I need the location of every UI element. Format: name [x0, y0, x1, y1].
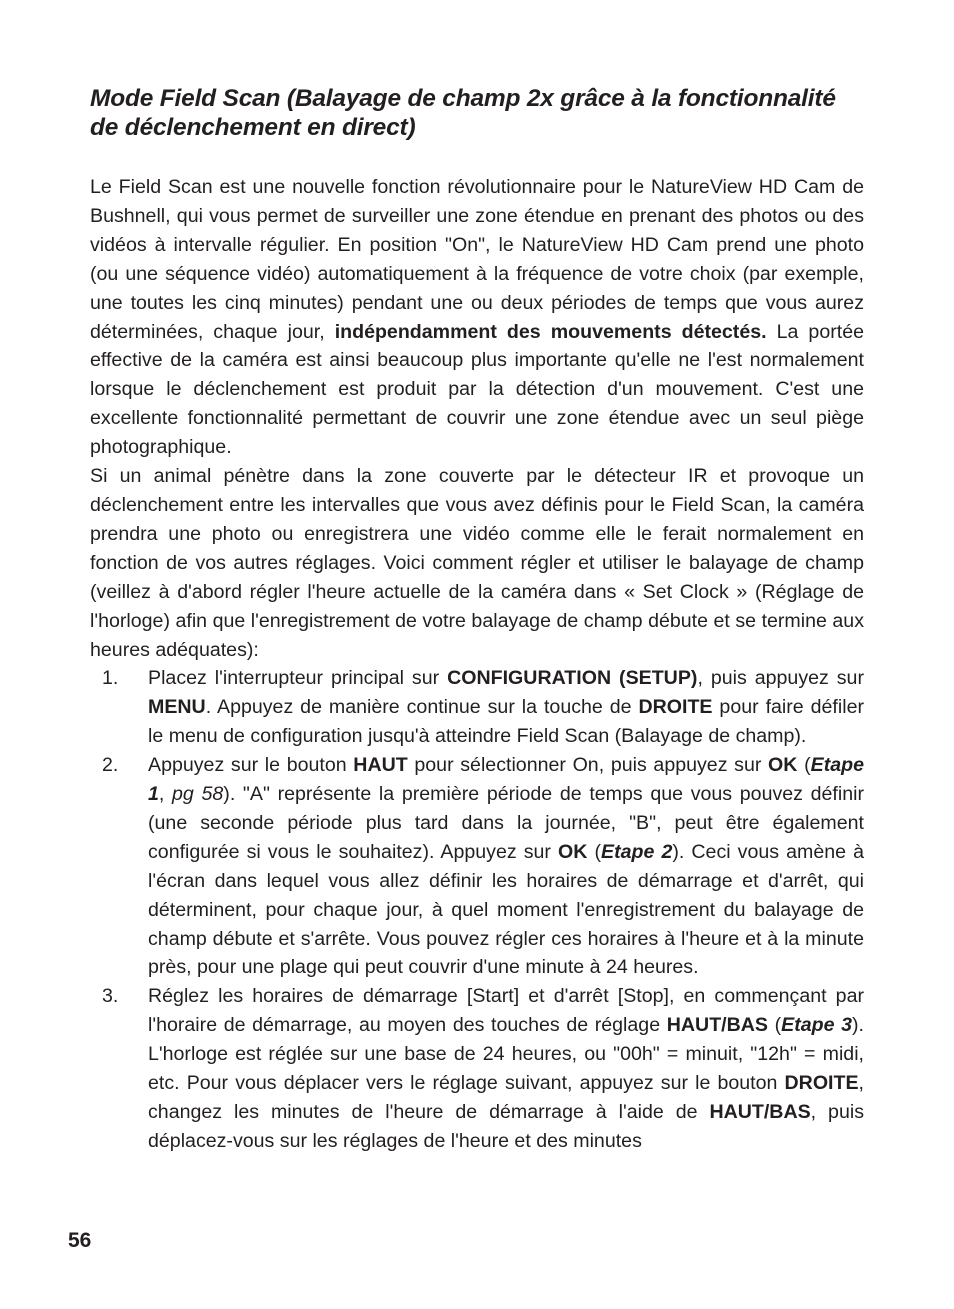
step-bold-term: DROITE	[784, 1072, 859, 1095]
step-text: ,	[158, 783, 173, 806]
step-text: (	[797, 754, 811, 777]
list-item-step-2	[90, 751, 864, 982]
step-bold-term: CONFIGURATION (SETUP)	[447, 667, 698, 690]
page-number: 56	[68, 1229, 92, 1252]
step-reference: Etape 1	[148, 754, 864, 806]
second-paragraph: Si un animal pénètre dans la zone couverte par le détecteur IR et provoque un déclenchement entre les intervalles que vous avez définis pour le Field Scan, la caméra prendra une photo ou enregistrera une vidéo comme elle le ferait normalement en fonction de vos autres réglages. Voici comment régler et utiliser le balayage de champ (veillez à d'abord régler l'heure actuelle de la caméra dans « Set Clock » (Réglage de l'horloge) afin que l'enregistrement de votre balayage de champ débute et se termine aux heures adéquates):	[90, 465, 864, 661]
step-text: pour sélectionner On, puis appuyez sur	[407, 754, 769, 777]
step-text: (	[767, 1014, 782, 1037]
step-text: ). Ceci vous amène à l'écran dans lequel vous allez définir les horaires de démarrage et d'arrêt, qui déterminent, pour chaque jour, à quel moment l'enregistrement du balayage de champ débute et s'arrête. Vous pouvez régler ces horaires à l'heure et à la minute près, pour une plage qui peut couvrir d'une minute à 24 heures.	[148, 840, 865, 979]
step-text: , changez les minutes de l'heure de démarrage à l'aide de	[148, 1072, 864, 1123]
list-item-step-1	[90, 664, 864, 751]
step-number: 2.	[102, 754, 119, 777]
step-bold-term: MENU	[148, 696, 206, 719]
step-reference: Etape 2	[601, 840, 673, 863]
step-reference: Etape 3	[781, 1014, 853, 1037]
step-text: , puis appuyez sur	[697, 667, 864, 690]
step-number: 3.	[102, 985, 119, 1008]
step-text: pour faire défiler le menu de configuration jusqu'à atteindre Field Scan (Balayage de champ).	[148, 696, 864, 748]
intro-text-1: Le Field Scan est une nouvelle fonction révolutionnaire pour le NatureView HD Cam de Bushnell, qui vous permet de surveiller une zone étendue en prenant des photos ou des vidéos à intervalle régulier. En position "On", le NatureView HD Cam prend une photo (ou une séquence vidéo) automatiquement à la fréquence de votre choix (par exemple, une toutes les cinq minutes) pendant une ou deux périodes de temps que vous aurez déterminées, chaque jour,	[90, 176, 864, 343]
step-text: Placez l'interrupteur principal sur	[148, 667, 448, 690]
step-bold-term: OK	[768, 754, 798, 777]
step-bold-term: HAUT	[353, 754, 408, 777]
step-text: (	[587, 840, 602, 863]
step-text: Réglez les horaires de démarrage [Start] et d'arrêt [Stop], en commençant par l'horaire de démarrage, au moyen des touches de réglage	[148, 985, 864, 1037]
step-bold-term: DROITE	[638, 696, 713, 719]
step-bold-term: HAUT/BAS	[666, 1014, 768, 1037]
page-reference: pg 58	[172, 783, 224, 806]
step-text: . Appuyez de manière continue sur la touche de	[205, 696, 639, 719]
step-text: ). L'horloge est réglée sur une base de 24 heures, ou "00h" = minuit, "12h" = midi, etc. Pour vous déplacer vers le réglage suivant, appuyez sur le bouton	[148, 1014, 864, 1095]
steps-list	[90, 664, 864, 1155]
intro-paragraph	[90, 173, 864, 462]
intro-text-2: La portée effective de la caméra est ainsi beaucoup plus importante qu'elle ne l'est normalement lorsque le déclenchement est produit par la détection d'un mouvement. C'est une excellente fonctionnalité permettant de couvrir une zone étendue avec un seul piège photographique.	[90, 320, 864, 459]
intro-bold: indépendamment des mouvements détectés.	[334, 320, 767, 343]
step-number: 1.	[102, 667, 119, 690]
step-bold-term: OK	[558, 840, 588, 863]
step-text: , puis déplacez-vous sur les réglages de l'heure et des minutes	[148, 1101, 864, 1152]
list-item-step-3	[90, 982, 864, 1155]
page-content	[90, 84, 864, 1156]
body-text	[90, 173, 864, 1156]
step-text: ). "A" représente la première période de temps que vous pouvez définir (une seconde période plus tard dans la journée, "B", peut être également configurée si vous le souhaitez). Appuyez sur	[148, 783, 864, 863]
step-bold-term: HAUT/BAS	[709, 1101, 811, 1123]
step-text: Appuyez sur le bouton	[148, 754, 354, 777]
section-title: Mode Field Scan (Balayage de champ 2x grâce à la fonctionnalité de déclenchement en direct)	[90, 85, 836, 141]
